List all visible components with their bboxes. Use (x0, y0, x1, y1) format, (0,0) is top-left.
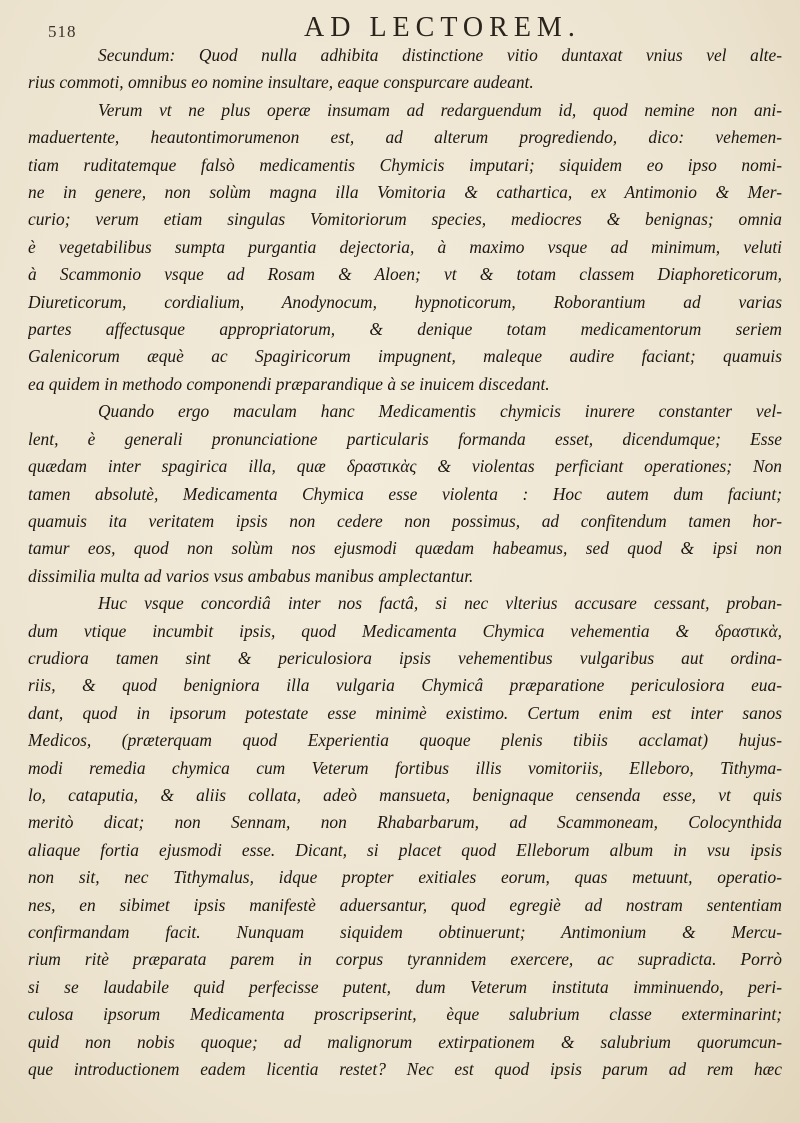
text-line: non sit, nec Tithymalus, idque propter exitiales eorum, quas metuunt, operatio- (28, 867, 782, 888)
text-line: que introductionem eadem licentia restet? Nec est quod ipsis parum ad rem hæc (28, 1059, 782, 1080)
text-line: confirmandam facit. Nunquam siquidem obtinuerunt; Antimonium & Mercu- (28, 922, 782, 942)
text-line: Medicos, (præterquam quod Experientia quoque plenis tibiis acclamat) hujus- (28, 730, 782, 751)
text-line: tiam ruditatemque falsò medicamentis Chymicis imputari; siquidem eo ipso nomi- (28, 154, 782, 175)
text-line: crudiora tamen sint & periculosiora ipsis vehementibus vulgaribus aut ordina- (28, 647, 782, 668)
text-line: tamur eos, quod non solùm nos ejusmodi quædam habeamus, sed quod & ipsi non (28, 538, 782, 559)
text-line: Verum vt ne plus operæ insumam ad redarguendum id, quod nemine non ani- (98, 99, 782, 120)
text-line: dant, quod in ipsorum potestate esse minimè existimo. Certum enim est inter sanos (28, 702, 782, 723)
text-line: quid non nobis quoque; ad malignorum extirpationem & salubrium quorumcun- (28, 1031, 782, 1052)
running-head: AD LECTOREM. (304, 12, 581, 43)
text-line: Secundum: Quod nulla adhibita distinctione vitio duntaxat vnius vel alte- (98, 45, 782, 65)
text-line: culosa ipsorum Medicamenta proscripserint, èque salubrium classe exterminarint; (28, 1004, 782, 1025)
text-line: Diureticorum, cordialium, Anodynocum, hypnoticorum, Roborantium ad varias (28, 291, 782, 312)
text-line: rius commoti, omnibus eo nomine insultare, eaque conspurcare audeant. (28, 72, 534, 93)
text-line: è vegetabilibus sumpta purgantia dejectoria, à maximo vsque ad minimum, veluti (28, 236, 782, 257)
text-line: maduertente, heautontimorumenon est, ad alterum progrediendo, dico: vehemen- (28, 127, 782, 148)
text-line: meritò dicat; non Sennam, non Rhabarbarum, ad Scammoneam, Colocynthida (28, 812, 782, 833)
text-line: curio; verum etiam singulas Vomitoriorum species, mediocres & benignas; omnia (28, 209, 782, 230)
text-line: modi remedia chymica cum Veterum fortibus illis vomitoriis, Elleboro, Tithyma- (28, 757, 782, 778)
text-line: nes, en sibimet ipsis manifestè aduersantur, quod egregiè ad nostram sententiam (28, 894, 782, 915)
text-line: quamuis ita veritatem ipsis non cedere non possimus, ad confitendum tamen hor- (28, 510, 782, 531)
text-line: Huc vsque concordiâ inter nos factâ, si nec vlterius accusare cessant, proban- (98, 593, 782, 614)
text-line: partes affectusque appropriatorum, & denique totam medicamentorum seriem (28, 319, 782, 340)
text-line: rium ritè præparata parem in corpus tyrannidem exercere, ac supradicta. Porrò (28, 949, 782, 970)
text-line: à Scammonio vsque ad Rosam & Aloen; vt & totam classem Diaphoreticorum, (28, 264, 782, 285)
text-line: Quando ergo maculam hanc Medicamentis chymicis inurere constanter vel- (98, 401, 782, 422)
text-line: tamen absolutè, Medicamenta Chymica esse violenta : Hoc autem dum faciunt; (28, 483, 782, 504)
text-line: lent, è generali pronunciatione particularis formanda esset, dicendumque; Esse (28, 428, 782, 449)
text-line: quædam inter spagirica illa, quæ δραστικὰς & violentas perficiant operationes; Non (28, 456, 782, 477)
text-line: Galenicorum æquè ac Spagiricorum impugnent, maleque audire faciant; quamuis (28, 346, 782, 367)
text-line: ea quidem in methodo componendi præparandique à se inuicem discedant. (28, 373, 550, 394)
body-text (28, 42, 782, 1083)
text-line: ne in genere, non solùm magna illa Vomitoria & cathartica, ex Antimonio & Mer- (28, 182, 782, 203)
text-line: lo, cataputia, & aliis collata, adeò mansueta, benignaque censenda esse, vt quis (28, 784, 782, 805)
text-line: si se laudabile quid perfecisse putent, dum Veterum instituta imminuendo, peri- (28, 976, 782, 997)
text-line: dum vtique incumbit ipsis, quod Medicamenta Chymica vehementia & δραστικὰ, (28, 620, 782, 641)
text-line: aliaque fortia ejusmodi esse. Dicant, si placet quod Elleborum album in vsu ipsis (28, 839, 782, 860)
text-line: dissimilia multa ad varios vsus ambabus manibus amplectantur. (28, 565, 474, 586)
page-number: 518 (48, 22, 77, 41)
text-line: riis, & quod benigniora illa vulgaria Chymicâ præparatione periculosiora eua- (28, 675, 782, 696)
